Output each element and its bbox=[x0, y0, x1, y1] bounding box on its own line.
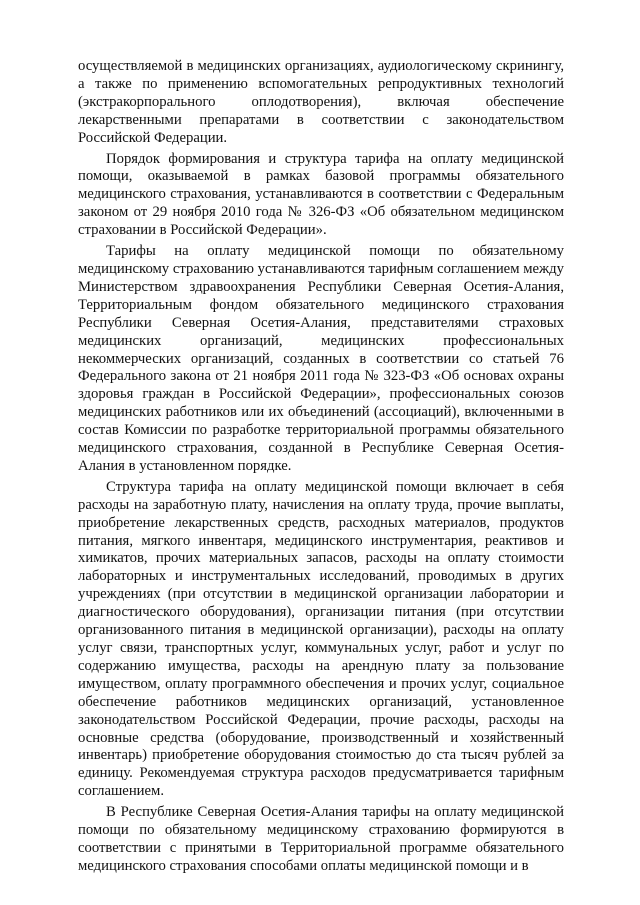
paragraph-tariff-expenses: Структура тарифа на оплату медицинской помощи включает в себя расходы на заработную плату, начисления на оплату труда, прочие выплаты, приобретение лекарственных средств, расходных материалов, продуктов питания, мягкого инвентаря, медицинского инструментария, реактивов и химикатов, прочих материальных запасов, расходы на оплату стоимости лабораторных и инструментальных исследований, проводимых в других учреждениях (при отсутствии в медицинской организации лаборатории и диагностического оборудования), организации питания (при отсутствии организованного питания в медицинской организации), расходы на оплату услуг связи, транспортных услуг, коммунальных услуг, работ и услуг по содержанию имущества, расходы на арендную плату за пользование имуществом, оплату программного обеспечения и прочих услуг, социальное обеспечение работников медицинских организаций, установленное законодательством Российской Федерации, прочие расходы, расходы на основные средства (оборудование, производственный и хозяйственный инвентарь) приобретение оборудования стоимостью до ста тысяч рублей за единицу. Рекомендуемая структура расходов предусматривается тарифным соглашением. bbox=[78, 478, 564, 800]
document-page bbox=[78, 58, 564, 879]
paragraph-tariff-formation: В Республике Северная Осетия-Алания тарифы на оплату медицинской помощи по обязательному медицинскому страхованию формируются в соответствии с принятыми в Территориальной программе обязательного медицинского страхования способами оплаты медицинской помощи и в bbox=[78, 804, 564, 874]
paragraph-continuation: осуществляемой в медицинских организациях, аудиологическому скринингу, а также по применению вспомогательных репродуктивных технологий (экстракорпорального оплодотворения), включая обеспечение лекарственными препаратами в соответствии с законодательством Российской Федерации. bbox=[78, 58, 564, 146]
paragraph-tariff-agreement: Тарифы на оплату медицинской помощи по обязательному медицинскому страхованию устанавливаются тарифным соглашением между Министерством здравоохранения Республики Северная Осетия-Алания, Территориальным фондом обязательного медицинского страхования Республики Северная Осетия-Алания, представителями страховых медицинских организаций, медицинских профессиональных некоммерческих организаций, созданных в соответствии со статьей 76 Федерального закона от 21 ноября 2011 года № 323-ФЗ «Об основах охраны здоровья граждан в Российской Федерации», профессиональных союзов медицинских работников или их объединений (ассоциаций), включенными в состав Комиссии по разработке территориальной программы обязательного медицинского страхования, созданной в Республике Северная Осетия-Алания в установленном порядке. bbox=[78, 243, 564, 474]
paragraph-tariff-structure-order: Порядок формирования и структура тарифа на оплату медицинской помощи, оказываемой в рамках базовой программы обязательного медицинского страхования, устанавливаются в соответствии с Федеральным законом от 29 ноября 2010 года № 326-ФЗ «Об обязательном медицинском страховании в Российской Федерации». bbox=[78, 150, 564, 239]
